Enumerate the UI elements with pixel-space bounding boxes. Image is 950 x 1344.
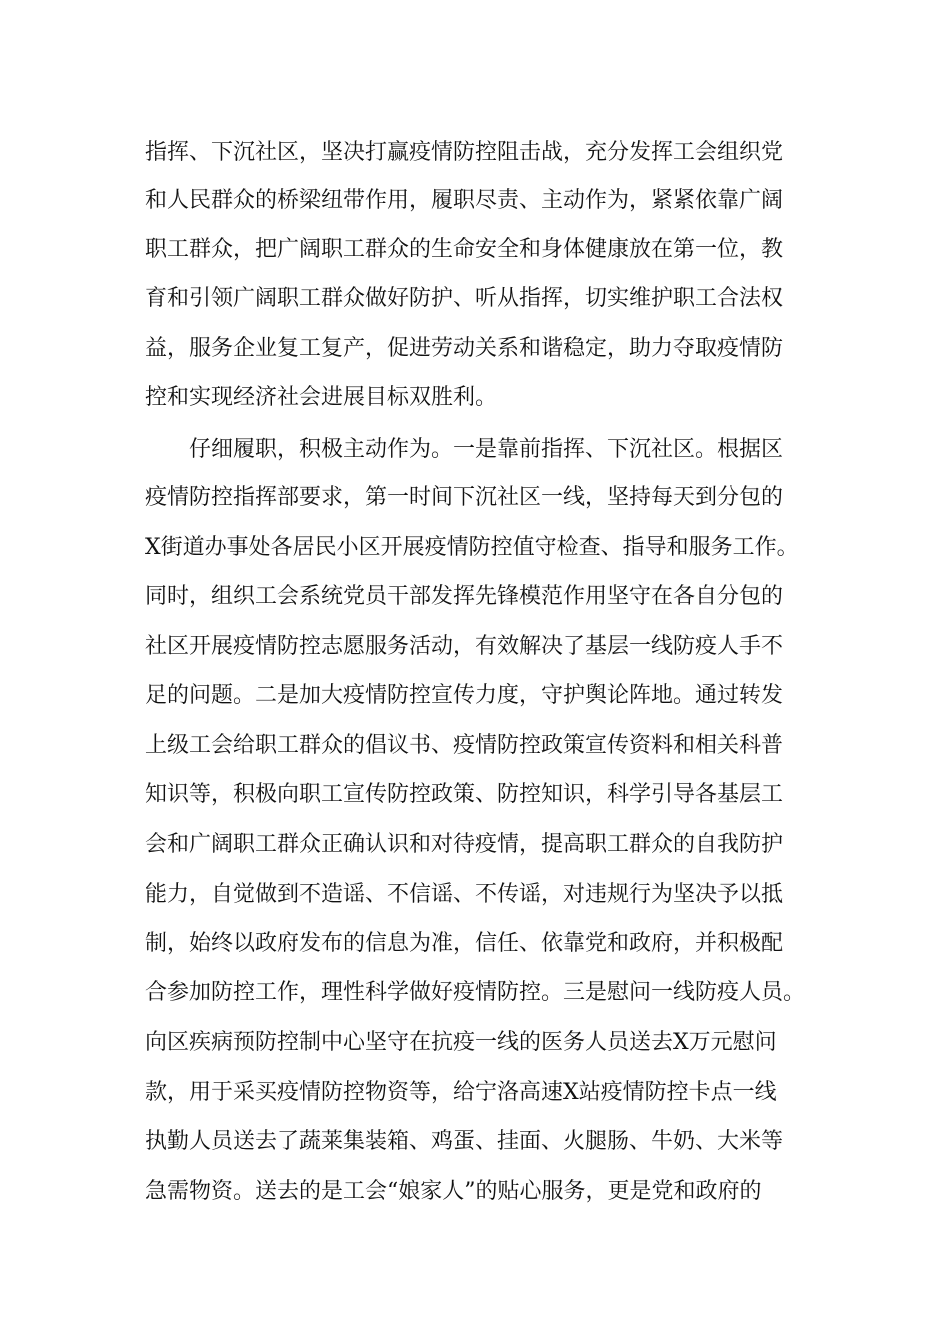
paragraph-line: 同时，组织工会系统党员干部发挥先锋模范作用坚守在各自分包的 [145,584,784,609]
paragraph-line: 款，用于采买疫情防控物资等，给宁洛高速X站疫情防控卡点一线 [145,1080,777,1105]
paragraph-line: 制，始终以政府发布的信息为准，信任、依靠党和政府，并积极配 [145,931,784,956]
paragraph-line: 益，服务企业复工复产，促进劳动关系和谐稳定，助力夺取疫情防 [145,336,784,361]
paragraph-line: 合参加防控工作，理性科学做好疫情防控。三是慰问一线防疫人员。 [145,980,806,1005]
paragraph-line: 仔细履职，积极主动作为。一是靠前指挥、下沉社区。根据区 [189,437,784,462]
paragraph-line: 向区疾病预防控制中心坚守在抗疫一线的医务人员送去X万元慰问 [145,1030,777,1055]
paragraph-line: 社区开展疫情防控志愿服务活动，有效解决了基层一线防疫人手不 [145,634,784,659]
paragraph-line: 上级工会给职工群众的倡议书、疫情防控政策宣传资料和相关科普 [145,733,784,758]
paragraph-line: 能力，自觉做到不造谣、不信谣、不传谣，对违规行为坚决予以抵 [145,882,784,907]
paragraph-line: 和人民群众的桥梁纽带作用，履职尽责、主动作为，紧紧依靠广阔 [145,188,784,213]
paragraph-line: 足的问题。二是加大疫情防控宣传力度，守护舆论阵地。通过转发 [145,683,784,708]
paragraph-line: 疫情防控指挥部要求，第一时间下沉社区一线，坚持每天到分包的 [145,485,784,510]
paragraph-line: 会和广阔职工群众正确认识和对待疫情，提高职工群众的自我防护 [145,832,784,857]
paragraph-line: 控和实现经济社会进展目标双胜利。 [145,385,498,410]
paragraph-line: 急需物资。送去的是工会“娘家人”的贴心服务，更是党和政府的 [145,1179,762,1204]
paragraph-line: 育和引领广阔职工群众做好防护、听从指挥，切实维护职工合法权 [145,286,784,311]
paragraph-line: 指挥、下沉社区，坚决打赢疫情防控阻击战，充分发挥工会组织党 [145,140,784,165]
paragraph-line: 执勤人员送去了蔬莱集装箱、鸡蛋、挂面、火腿肠、牛奶、大米等 [145,1129,784,1154]
paragraph-line: 职工群众，把广阔职工群众的生命安全和身体健康放在第一位，教 [145,237,784,262]
paragraph-line: X街道办事处各居民小区开展疫情防控值守检查、指导和服务工作。 [145,535,799,560]
paragraph-line: 知识等，积极向职工宣传防控政策、防控知识，科学引导各基层工 [145,782,784,807]
